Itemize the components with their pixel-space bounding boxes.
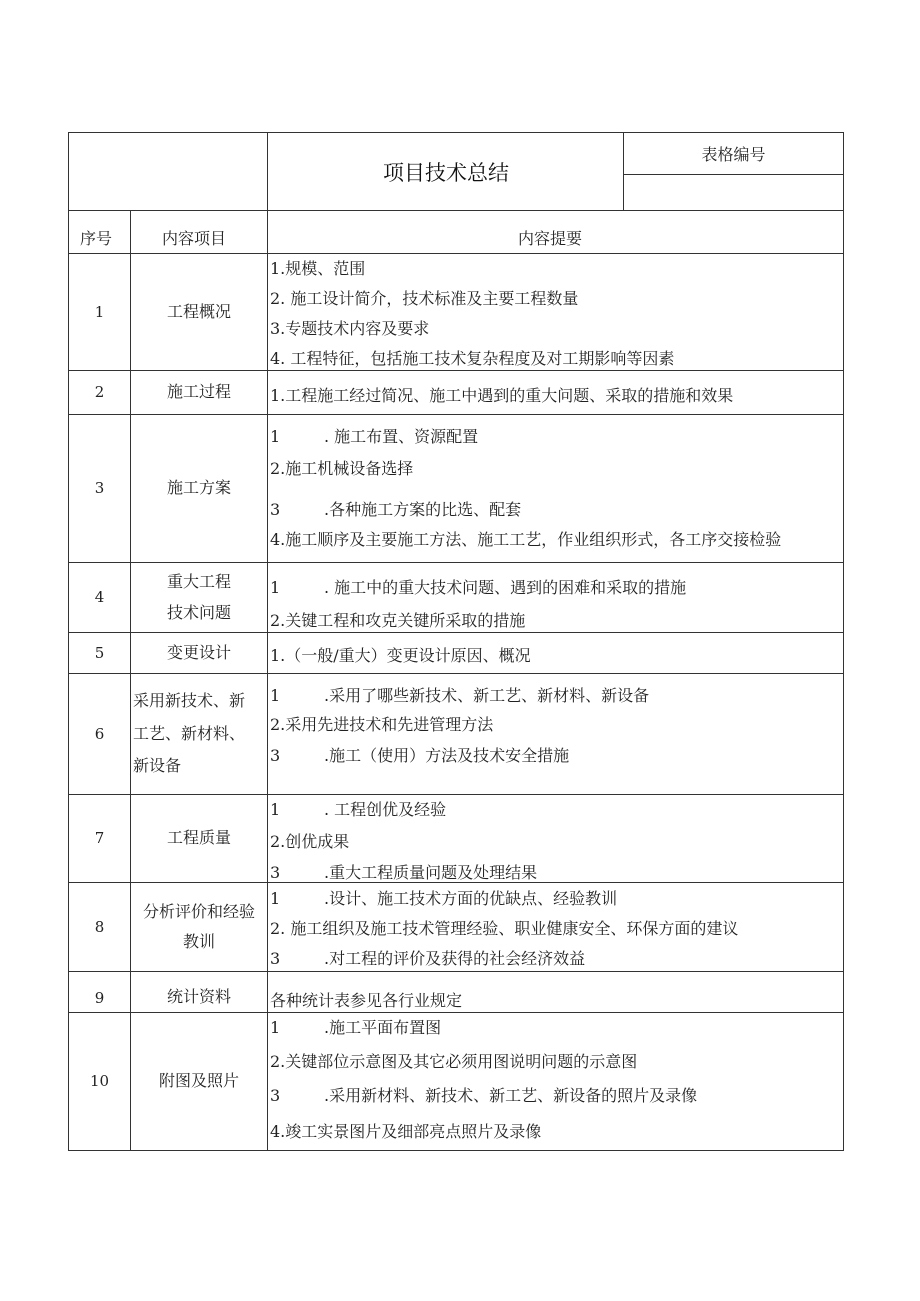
summary-line: 3 .对工程的评价及获得的社会经济效益 [270, 949, 586, 968]
form-number-field[interactable] [624, 175, 843, 210]
row-item: 工程概况 [166, 301, 231, 321]
summary-line: 1 .采用了哪些新技术、新工艺、新材料、新设备 [270, 686, 650, 705]
row-item: 施工方案 [166, 478, 231, 498]
summary-line: 1 . 施工布置、资源配置 [270, 427, 479, 446]
summary-line: 3 .施工（使用）方法及技术安全措施 [270, 746, 570, 765]
row-item: 施工过程 [166, 382, 231, 402]
form-title: 项目技术总结 [383, 160, 509, 185]
summary-line: 4.竣工实景图片及细部亮点照片及录像 [270, 1122, 542, 1141]
summary-line: 1 .设计、施工技术方面的优缺点、经验教训 [270, 889, 618, 908]
summary-line: 各种统计表参见各行业规定 [270, 991, 463, 1010]
form-number-label: 表格编号 [701, 145, 766, 164]
row-item [131, 883, 267, 971]
row-rule [68, 971, 843, 972]
summary-line: 2. 施工设计简介，技术标准及主要工程数量 [270, 289, 579, 308]
row-index: 5 [94, 643, 105, 662]
summary-line: 1 .施工平面布置图 [270, 1018, 442, 1037]
row-index: 7 [94, 829, 105, 848]
row-item [131, 674, 267, 794]
summary-line: 3 .重大工程质量问题及处理结果 [270, 863, 538, 882]
row-index: 8 [94, 917, 105, 936]
summary-line: 1.（一般/重大）变更设计原因、概况 [270, 646, 531, 665]
header-bottom-rule [68, 210, 843, 211]
summary-line: 2.创优成果 [270, 832, 350, 851]
row-item: 变更设计 [166, 642, 231, 662]
summary-line: 3 .采用新材料、新技术、新工艺、新设备的照片及录像 [270, 1086, 698, 1105]
summary-line: 4. 工程特征，包括施工技术复杂程度及对工期影响等因素 [270, 349, 675, 368]
row-item: 附图及照片 [158, 1071, 239, 1091]
row-index: 4 [94, 588, 105, 607]
summary-line: 1.工程施工经过简况、施工中遇到的重大问题、采取的措施和效果 [270, 386, 734, 405]
summary-line: 2. 施工组织及施工技术管理经验、职业健康安全、环保方面的建议 [270, 919, 739, 938]
column-header-item: 内容项目 [162, 229, 227, 248]
row-index: 9 [94, 988, 105, 1007]
summary-line: 1.规模、范围 [270, 259, 366, 278]
row-item [131, 563, 267, 632]
summary-line: 3.专题技术内容及要求 [270, 319, 430, 338]
summary-line: 4.施工顺序及主要施工方法、施工工艺，作业组织形式，各工序交接检验 [270, 530, 782, 549]
row-item-line: 技术问题 [166, 602, 231, 622]
column-rule [267, 210, 268, 1150]
summary-line: 2.关键部位示意图及其它必须用图说明问题的示意图 [270, 1052, 638, 1071]
row-item-line: 教训 [182, 932, 215, 951]
column-header-summary: 内容提要 [518, 229, 583, 248]
row-item-line: 采用新技术、新 [133, 690, 246, 710]
row-item-line: 工艺、新材料、 [133, 723, 246, 743]
summary-line: 1 . 工程创优及经验 [270, 800, 447, 819]
row-item-line: 新设备 [133, 756, 182, 776]
summary-line-clip [268, 520, 842, 561]
summary-line: 2.采用先进技术和先进管理方法 [270, 715, 494, 734]
row-item-line: 分析评价和经验 [142, 901, 255, 921]
summary-line: 2.关键工程和攻克关键所采取的措施 [270, 611, 526, 630]
column-header-index: 序号 [80, 229, 113, 248]
row-index: 2 [94, 383, 105, 402]
summary-line: 2.施工机械设备选择 [270, 459, 414, 478]
row-item: 统计资料 [166, 986, 231, 1006]
row-index: 6 [94, 724, 105, 743]
row-index: 3 [94, 479, 105, 498]
row-index: 1 [94, 302, 105, 321]
summary-line: 3 .各种施工方案的比选、配套 [270, 500, 522, 519]
row-index: 10 [89, 1072, 110, 1091]
row-item: 工程质量 [166, 828, 231, 848]
row-item-line: 重大工程 [166, 572, 231, 592]
summary-line: 1 . 施工中的重大技术问题、遇到的困难和采取的措施 [270, 578, 687, 597]
